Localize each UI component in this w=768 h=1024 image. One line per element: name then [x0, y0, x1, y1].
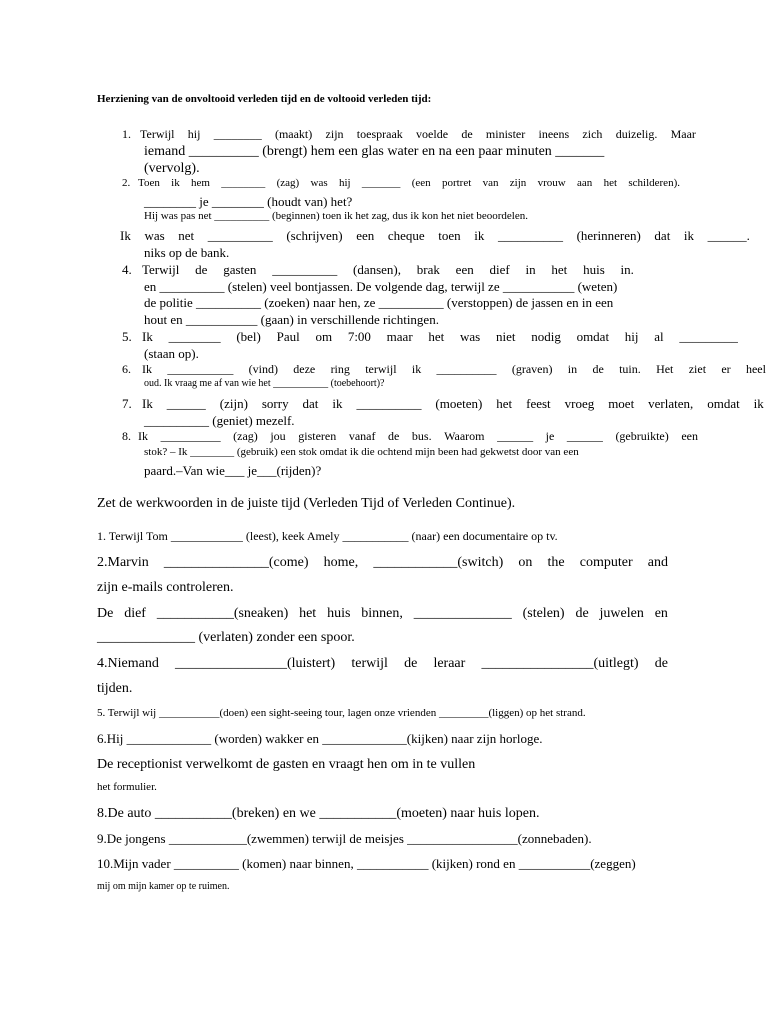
word: tuin.: [619, 362, 641, 376]
word: juwelen: [599, 606, 644, 621]
word: Het: [656, 362, 674, 376]
word: ik: [474, 228, 485, 243]
word: ______.: [707, 228, 750, 243]
word: in: [567, 362, 578, 376]
word: bus.: [411, 429, 432, 443]
word: hij: [338, 177, 351, 189]
exercise-sentence: Hij was pas net __________ (beginnen) toen ik het zag, dus ik kon het niet beoordelen.: [144, 210, 528, 222]
word: 4.Niemand: [97, 656, 159, 671]
word: computer: [579, 555, 633, 570]
word: het: [551, 262, 568, 277]
word: __________: [436, 362, 497, 376]
word: hem: [191, 177, 210, 189]
word: ring: [330, 362, 350, 376]
exercise-sentence: en __________ (stelen) veel bontjassen. De volgende dag, terwijl ze ___________ (weten): [144, 279, 618, 294]
word: je: [545, 429, 555, 443]
word: huis: [583, 262, 605, 277]
word: ______________: [413, 606, 512, 621]
word: __________: [356, 396, 422, 411]
word: __________: [207, 228, 273, 243]
exercise-sentence: 1. Terwijl Tom ____________ (leest), keek Amely ___________ (naar) een documentaire op tv.: [97, 529, 558, 543]
word: ___________(sneaken): [156, 606, 289, 621]
item-number: 8.: [122, 429, 131, 443]
word: vroeg: [564, 396, 595, 411]
word: sorry: [261, 396, 289, 411]
word: toespraak: [356, 127, 403, 141]
word: Ik: [142, 362, 152, 376]
word: heel: [745, 362, 766, 376]
exercise-sentence: ________ je ________ (houdt van) het?: [144, 194, 353, 209]
word: (moeten): [435, 396, 483, 411]
word: ________________(uitlegt): [481, 656, 639, 671]
word: _______: [361, 177, 401, 189]
word: hij: [624, 329, 639, 344]
exercise-sentence: oud. Ik vraag me af van wie het ___________ (toebehoort)?: [144, 378, 385, 389]
exercise-sentence: [142, 263, 634, 276]
word: __________: [497, 228, 563, 243]
word: ik: [683, 228, 695, 243]
word: ______: [497, 429, 534, 443]
word: het: [603, 177, 618, 189]
word: ______: [566, 429, 603, 443]
word: (herinneren): [576, 228, 641, 243]
word: feest: [526, 396, 551, 411]
word: en: [654, 606, 668, 621]
word: on: [518, 555, 533, 570]
word: zijn: [325, 127, 344, 141]
item-number: 1.: [122, 127, 131, 141]
word: verlaten,: [648, 396, 694, 411]
word: binnen,: [361, 606, 403, 621]
word: (stelen): [522, 606, 565, 621]
item-number: 6.: [122, 362, 131, 376]
word: moet: [608, 396, 635, 411]
word: zijn: [509, 177, 527, 189]
word: ____________(switch): [373, 555, 504, 570]
word: de: [404, 656, 418, 671]
word: brak: [416, 262, 440, 277]
word: een: [681, 429, 698, 443]
word: dief: [124, 606, 146, 621]
word: het: [496, 396, 513, 411]
word: een: [455, 262, 474, 277]
exercise-sentence: iemand __________ (brengt) hem een glas water en na een paar minuten _______: [144, 144, 605, 159]
word: Terwijl: [142, 262, 180, 277]
exercise-sentence: het formulier.: [97, 781, 157, 793]
word: nodig: [531, 329, 561, 344]
word: ________: [221, 177, 266, 189]
word: Toen: [138, 177, 160, 189]
exercise-sentence: zijn e-mails controleren.: [97, 580, 234, 595]
item-number: 2.: [122, 177, 131, 189]
word: ik: [171, 177, 180, 189]
word: net: [178, 228, 195, 243]
item-number: 7.: [122, 396, 132, 411]
word: Maar: [670, 127, 696, 141]
item-number: 4.: [122, 262, 132, 277]
word: (zag): [233, 429, 258, 443]
word: (gebruikte): [615, 429, 669, 443]
word: cheque: [387, 228, 425, 243]
word: huis: [327, 606, 351, 621]
exercise-sentence: mij om mijn kamer op te ruimen.: [97, 881, 230, 892]
word: ________: [168, 329, 221, 344]
exercise-sentence: 6.Hij _____________ (worden) wakker en _____________(kijken) naar zijn horloge.: [97, 731, 543, 746]
word: Ik: [142, 396, 153, 411]
word: ________________(luistert): [174, 656, 336, 671]
word: _______________(come): [163, 555, 309, 570]
word: (zag): [276, 177, 300, 189]
word: Ik: [138, 429, 148, 443]
word: toen: [438, 228, 461, 243]
word: and: [647, 555, 668, 570]
word: (bel): [236, 329, 261, 344]
exercise-sentence: paard.–Van wie___ je___(rijden)?: [144, 463, 322, 478]
word: maar: [386, 329, 413, 344]
exercise-sentence: [140, 128, 696, 140]
exercise-sentence: 10.Mijn vader __________ (komen) naar binnen, ___________ (kijken) rond en ___________(zeggen): [97, 856, 636, 871]
word: de: [654, 656, 668, 671]
word: voelde: [416, 127, 449, 141]
word: duizelig.: [615, 127, 658, 141]
word: hij: [187, 127, 201, 141]
word: (graven): [511, 362, 553, 376]
word: 7:00: [347, 329, 371, 344]
word: Ik: [142, 329, 153, 344]
word: Paul: [276, 329, 300, 344]
word: Ik: [120, 228, 131, 243]
exercise-sentence: (staan op).: [144, 346, 199, 361]
word: jou: [270, 429, 286, 443]
exercise-sentence: stok? – Ik ________ (gebruik) een stok omdat ik die ochtend mijn been had gekwetst door van een: [144, 446, 579, 458]
word: ________: [213, 127, 262, 141]
exercise-sentence: 8.De auto ___________(breken) en we ___________(moeten) naar huis lopen.: [97, 806, 540, 821]
exercise-sentence: [142, 330, 738, 343]
word: gisteren: [298, 429, 337, 443]
word: ik: [753, 396, 764, 411]
word: de: [195, 262, 208, 277]
word: ik: [411, 362, 422, 376]
word: ziet: [688, 362, 707, 376]
exercise-sentence: (vervolg).: [144, 161, 200, 176]
word: dief: [489, 262, 510, 277]
word: terwijl: [351, 656, 388, 671]
word: Waarom: [444, 429, 485, 443]
word: in: [525, 262, 536, 277]
word: dat: [302, 396, 319, 411]
word: 2.Marvin: [97, 555, 149, 570]
word: minister: [485, 127, 526, 141]
exercise-sentence: [120, 229, 750, 242]
word: home,: [323, 555, 359, 570]
word: (dansen),: [352, 262, 401, 277]
word: vrouw: [537, 177, 566, 189]
word: zich: [582, 127, 603, 141]
word: in.: [620, 262, 634, 277]
word: terwijl: [365, 362, 397, 376]
exercise-sentence: hout en ___________ (gaan) in verschillende richtingen.: [144, 312, 439, 327]
word: de: [592, 362, 604, 376]
word: al: [654, 329, 664, 344]
exercise-sentence: tijden.: [97, 681, 133, 696]
word: portret: [441, 177, 472, 189]
word: vanaf: [348, 429, 376, 443]
exercise-sentence: De receptionist verwelkomt de gasten en vraagt hen om in te vullen: [97, 757, 476, 772]
exercise-sentence: [97, 607, 668, 621]
word: er: [721, 362, 731, 376]
word: niet: [495, 329, 516, 344]
word: Terwijl: [140, 127, 175, 141]
word: omdat: [707, 396, 740, 411]
exercise-sentence: [142, 363, 766, 375]
word: was: [144, 228, 165, 243]
word: de: [575, 606, 589, 621]
exercise-sentence: ______________ (verlaten) zonder een spoor.: [97, 630, 355, 645]
word: schilderen).: [628, 177, 680, 189]
word: __________: [272, 262, 338, 277]
word: de: [461, 127, 473, 141]
exercise-sentence: de politie __________ (zoeken) naar hen, ze __________ (verstoppen) de jassen en in een: [144, 295, 614, 310]
worksheet-title: Herziening van de onvoltooid verleden tijd en de voltooid verleden tijd:: [97, 93, 432, 105]
exercise-sentence: 9.De jongens ____________(zwemmen) terwijl de meisjes _________________(zonnebaden).: [97, 831, 592, 846]
word: omdat: [576, 329, 610, 344]
word: een: [356, 228, 375, 243]
word: __________: [160, 429, 221, 443]
word: om: [315, 329, 333, 344]
word: het: [428, 329, 445, 344]
word: deze: [293, 362, 316, 376]
word: the: [547, 555, 565, 570]
exercise-sentence: 5. Terwijl wij ___________(doen) een sight-seeing tour, lagen onze vrienden _________(liggen) op het strand.: [97, 707, 586, 719]
word: leraar: [433, 656, 466, 671]
exercise-sentence: niks op de bank.: [144, 245, 230, 260]
word: was: [460, 329, 481, 344]
word: De: [97, 606, 114, 621]
exercise-sentence: [138, 430, 698, 442]
exercise-sentence: [138, 178, 680, 189]
word: (zijn): [219, 396, 248, 411]
word: (vind): [248, 362, 278, 376]
exercise-sentence: __________ (geniet) mezelf.: [144, 413, 295, 428]
word: was: [310, 177, 328, 189]
word: ik: [332, 396, 343, 411]
word: (maakt): [274, 127, 313, 141]
item-number: 5.: [122, 329, 132, 344]
word: (een: [411, 177, 431, 189]
word: _________: [679, 329, 738, 344]
word: van: [482, 177, 499, 189]
word: (schrijven): [286, 228, 343, 243]
word: ______: [166, 396, 206, 411]
section-heading: Zet de werkwoorden in de juiste tijd (Verleden Tijd of Verleden Continue).: [97, 496, 516, 511]
exercise-sentence: [142, 397, 764, 410]
word: gasten: [223, 262, 257, 277]
word: de: [388, 429, 400, 443]
word: ineens: [538, 127, 570, 141]
word: ___________: [167, 362, 234, 376]
word: aan: [577, 177, 593, 189]
word: het: [299, 606, 317, 621]
exercise-sentence: [97, 657, 668, 671]
exercise-sentence: [97, 556, 668, 570]
word: dat: [654, 228, 671, 243]
